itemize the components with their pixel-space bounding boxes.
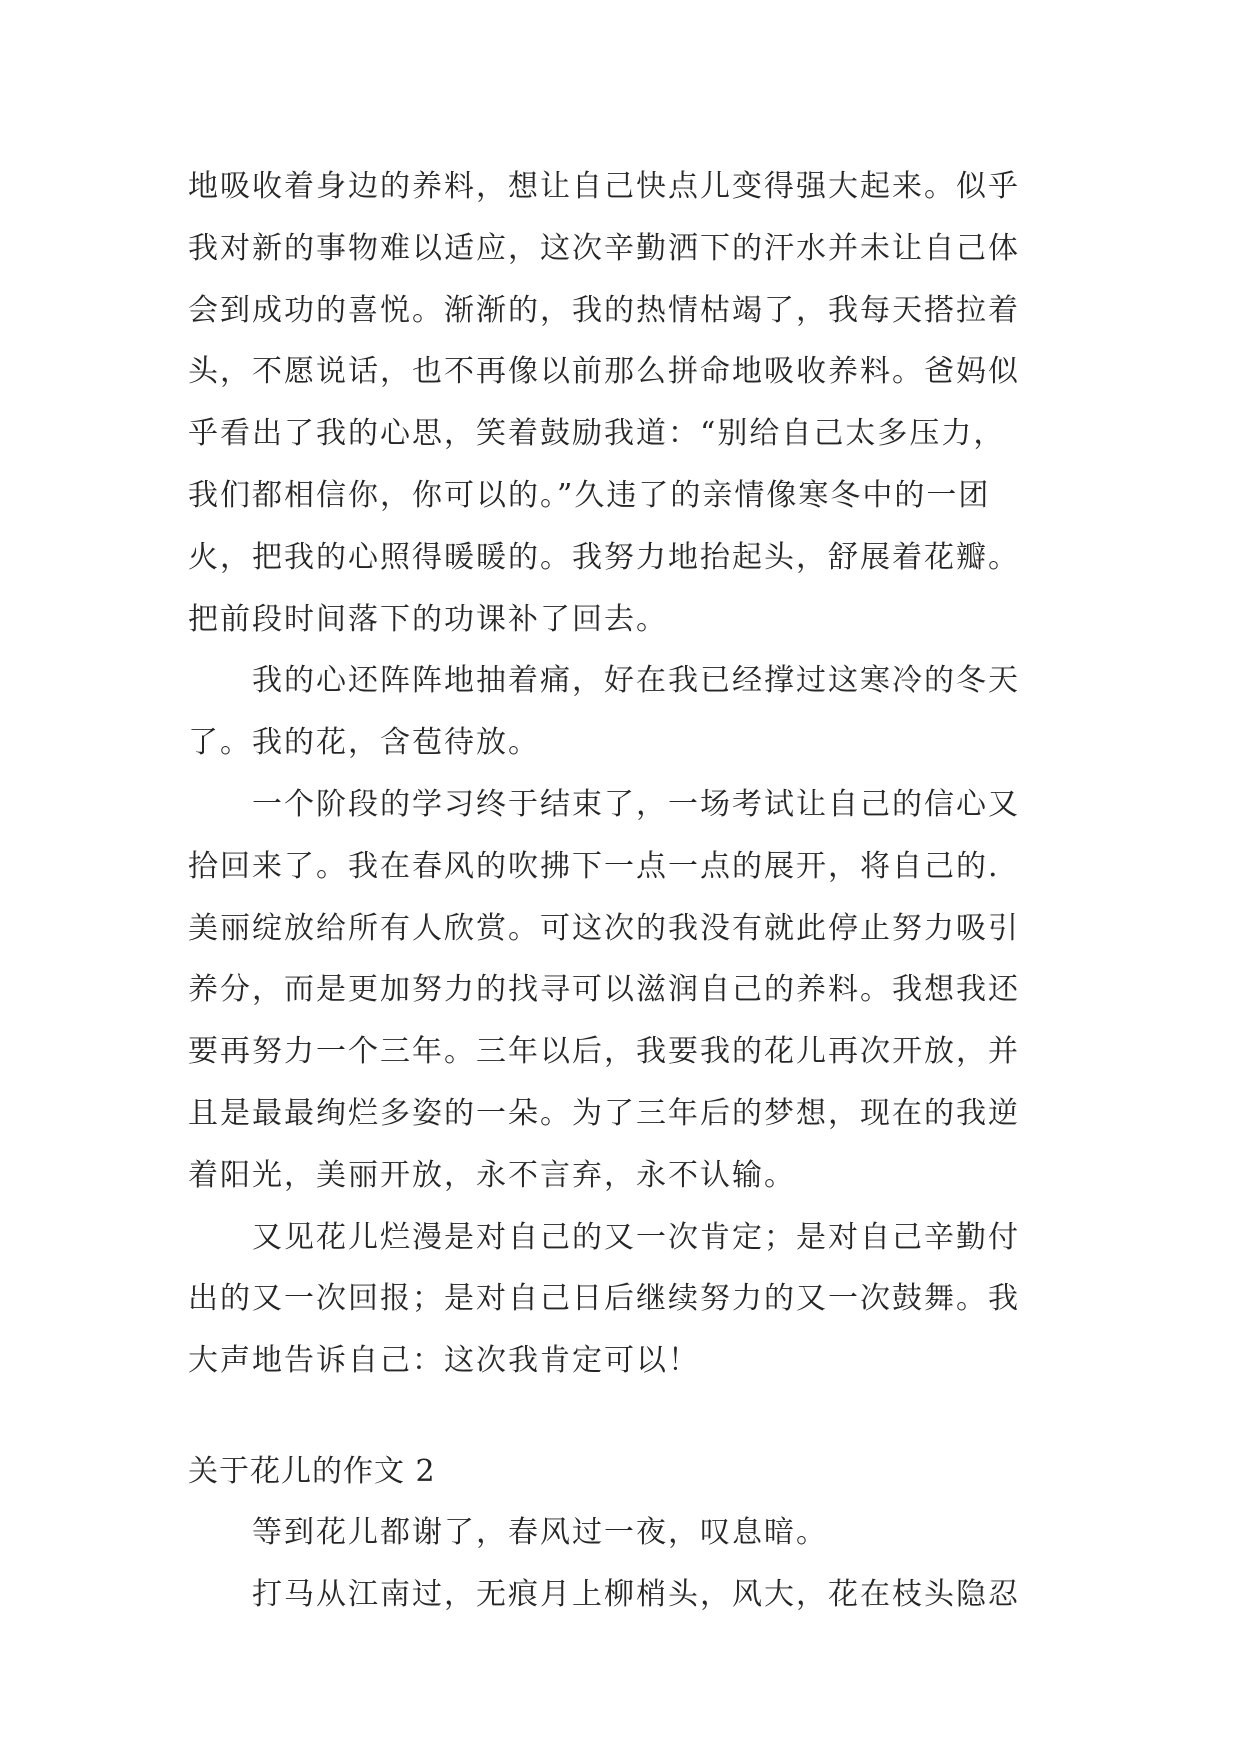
paragraph (188, 1502, 1068, 1564)
text-line: 地吸收着身边的养料，想让自己快点儿变得强大起来。似乎 (188, 169, 1020, 204)
text-line: 把前段时间落下的功课补了回去。 (188, 601, 668, 637)
text-line: 且是最最绚烂多姿的一朵。为了三年后的梦想，现在的我逆 (188, 1095, 1020, 1131)
section-spacer (188, 1392, 1068, 1442)
text-line: 头，不愿说话，也不再像以前那么拼命地吸收养料。爸妈似 (188, 354, 1020, 390)
text-line: 要再努力一个三年。三年以后，我要我的花儿再次开放，并 (188, 1034, 1020, 1070)
text-line: 打马从江南过，无痕月上柳梢头，风大，花在枝头隐忍 (252, 1576, 1020, 1612)
text-line: 火，把我的心照得暖暖的。我努力地抬起头，舒展着花瓣。 (188, 539, 1020, 575)
text-line: 乎看出了我的心思，笑着鼓励我道：“别给自己太多压力， (188, 416, 1006, 452)
text-line: 我的心还阵阵地抽着痛，好在我已经撑过这寒冷的冬天 (252, 663, 1020, 699)
paragraph (188, 1564, 1068, 1626)
paragraph (188, 650, 1068, 774)
paragraph (188, 156, 1068, 650)
text-line: 美丽绽放给所有人欣赏。可这次的我没有就此停止努力吸引 (188, 910, 1020, 946)
text-line: 等到花儿都谢了，春风过一夜，叹息暗。 (252, 1514, 828, 1550)
text-line: 我们都相信你，你可以的。”久违了的亲情像寒冬中的一团 (188, 477, 991, 513)
text-line: 会到成功的喜悦。渐渐的，我的热情枯竭了，我每天搭拉着 (188, 292, 1020, 328)
paragraph (188, 1207, 1068, 1392)
text-line: 大声地告诉自己：这次我肯定可以！ (188, 1343, 700, 1379)
paragraph (188, 774, 1068, 1207)
text-line: 着阳光，美丽开放，永不言弃，永不认输。 (188, 1157, 796, 1193)
section-heading: 关于花儿的作文 2 (188, 1453, 436, 1489)
text-line: 我对新的事物难以适应，这次辛勤洒下的汗水并未让自己体 (188, 230, 1020, 266)
text-line: 拾回来了。我在春风的吹拂下一点一点的展开，将自己的. (188, 848, 1000, 884)
text-line: 出的又一次回报；是对自己日后继续努力的又一次鼓舞。我 (188, 1281, 1020, 1317)
text-line: 一个阶段的学习终于结束了，一场考试让自己的信心又 (252, 786, 1020, 822)
document-body (188, 156, 1068, 1626)
text-line: 养分，而是更加努力的找寻可以滋润自己的养料。我想我还 (188, 972, 1020, 1008)
text-line: 又见花儿烂漫是对自己的又一次肯定；是对自己辛勤付 (252, 1219, 1020, 1255)
text-line: 了。我的花，含苞待放。 (188, 725, 540, 761)
